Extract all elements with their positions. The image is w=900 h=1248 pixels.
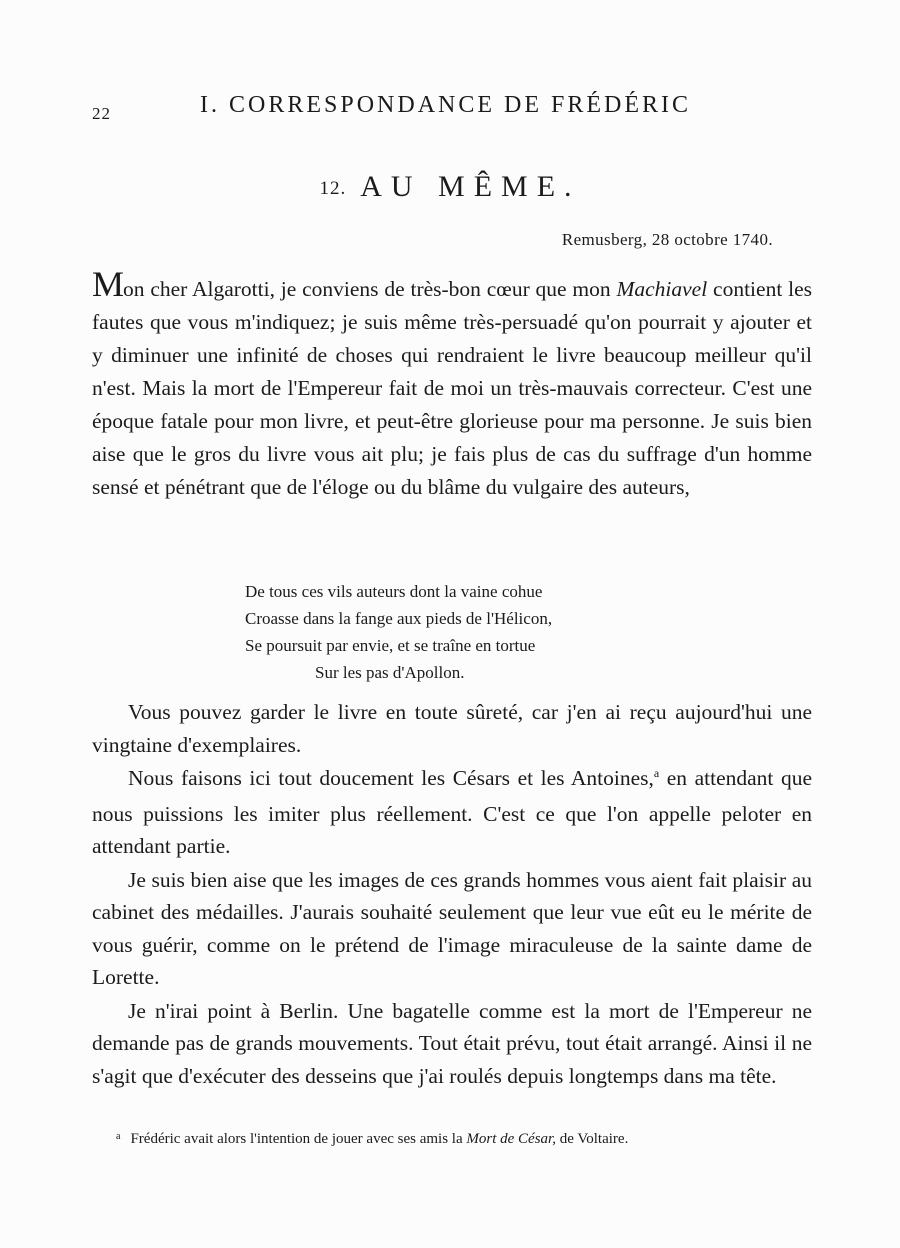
footnote [92, 1128, 812, 1152]
verse-line: Croasse dans la fange aux pieds de l'Hélicon, [245, 609, 553, 628]
letter-title [0, 170, 900, 204]
page-number: 22 [92, 104, 111, 123]
footnote-italic: Mort de César, [466, 1131, 556, 1147]
paragraph-text: Nous faisons ici tout doucement les Césars et les Antoines, [128, 766, 654, 790]
page-header [92, 92, 812, 132]
paragraph-text: en attendant que nous puissions les imiter plus réellement. C'est ce que l'on appelle peloter en attendant partie. [92, 766, 812, 858]
verse-line: Sur les pas d'Apollon. [315, 663, 465, 682]
drop-cap: M [92, 264, 124, 304]
running-head: I. CORRESPONDANCE DE FRÉDÉRIC [200, 92, 692, 118]
paragraph [92, 762, 812, 863]
letter-number: 12. [319, 178, 347, 199]
footnote-text: Frédéric avait alors l'intention de jouer avec ses amis la [130, 1131, 467, 1147]
footnote-reference: a [653, 766, 660, 780]
italic-title: Machiavel [616, 277, 708, 301]
paragraph-text: contient les fautes que vous m'indiquez; je suis même très-persuadé qu'on pourrait y ajouter et y diminuer une infinité de choses qui rendraient le livre beaucoup meilleur qu'il n'est. Mais la mort de l'Empereur fait de moi un très-mauvais correcteur. C'est une époque fatale pour mon livre, et peut-être glorieuse pour ma personne. Je suis bien aise que le gros du livre vous ait plu; je fais plus de cas du suffrage d'un homme sensé et pénétrant que de l'éloge ou du blâme du vulgaire des auteurs, [92, 277, 812, 499]
body-paragraphs [92, 696, 812, 1093]
verse-line: Se poursuit par envie, et se traîne en tortue [245, 636, 536, 655]
paragraph-text: on cher Algarotti, je conviens de très-bon cœur que mon [123, 277, 617, 301]
opening-paragraph [92, 264, 812, 504]
paragraph: Vous pouvez garder le livre en toute sûreté, car j'en ai reçu aujourd'hui une vingtaine d'exemplaires. [92, 700, 812, 757]
dateline: Remusberg, 28 octobre 1740. [561, 230, 773, 249]
footnote-text: de Voltaire. [555, 1131, 629, 1147]
paragraph: Je suis bien aise que les images de ces grands hommes vous aient fait plaisir au cabinet des médailles. J'aurais souhaité seulement que leur vue eût eu le mérite de vous guérir, comme on le prétend de l'image miraculeuse de la sainte dame de Lorette. [92, 867, 812, 989]
paragraph: Je n'irai point à Berlin. Une bagatelle comme est la mort de l'Empereur ne demande pas de grands mouvements. Tout était prévu, tout était arrangé. Ainsi il ne s'agit que d'exécuter des desseins que j'ai roulés depuis longtemps dans ma tête. [92, 998, 812, 1088]
verse-quotation [245, 578, 665, 686]
footnote-mark: a [116, 1131, 121, 1142]
letter-heading: AU MÊME. [360, 170, 581, 203]
verse-line: De tous ces vils auteurs dont la vaine cohue [245, 582, 543, 601]
